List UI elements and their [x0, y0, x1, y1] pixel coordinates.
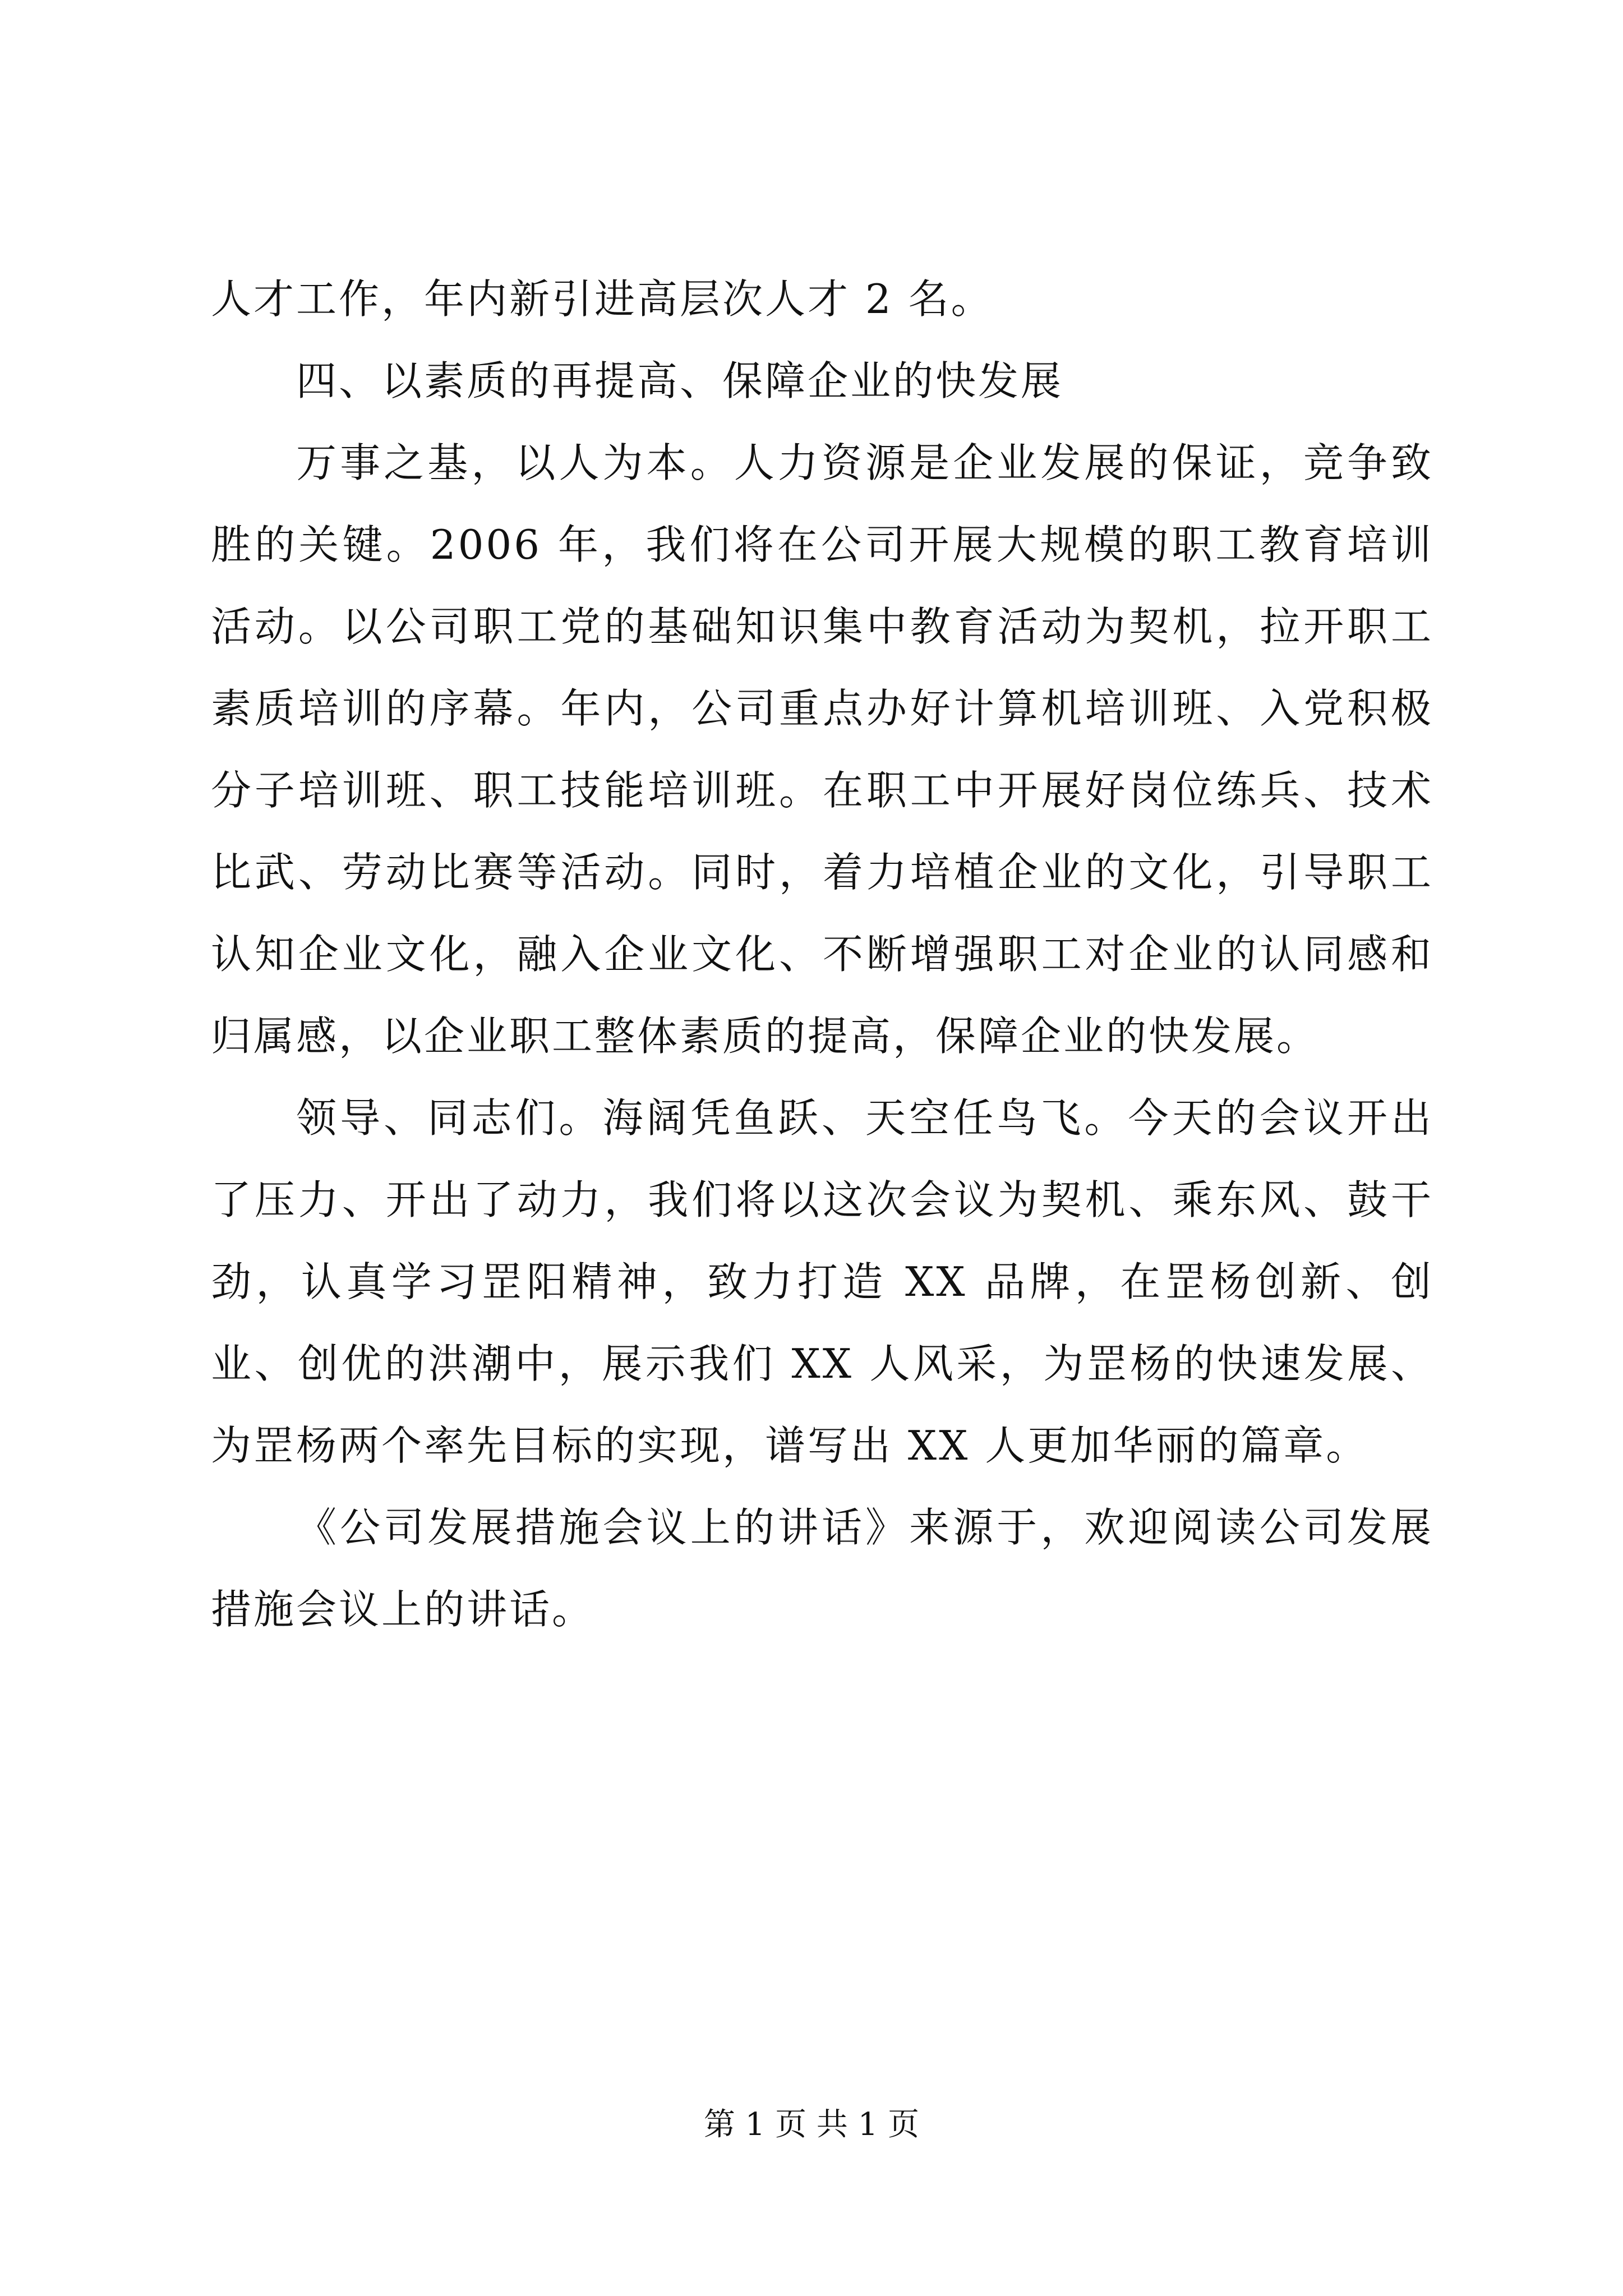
paragraph-closing: 领导、同志们。海阔凭鱼跃、天空任鸟飞。今天的会议开出了压力、开出了动力，我们将以这次会议为契机、乘东风、鼓干劲，认真学习罡阳精神，致力打造 XX 品牌，在罡杨创新、创业、创优的洪潮中，展示我们 XX 人风采，为罡杨的快速发展、为罡杨两个率先目标的实现，谱写出 XX 人更加华丽的篇章。	[211, 1094, 1433, 1469]
section-heading: 四、以素质的再提高、保障企业的快发展	[296, 357, 1064, 404]
paragraph-continuation: 人才工作，年内新引进高层次人才 2 名。	[211, 275, 994, 323]
paragraph-source-note: 《公司发展措施会议上的讲话》来源于，欢迎阅读公司发展措施会议上的讲话。	[211, 1504, 1433, 1633]
body-text	[211, 258, 1433, 1650]
paragraph-training: 万事之基，以人为本。人力资源是企业发展的保证，竞争致胜的关键。2006 年，我们将在公司开展大规模的职工教育培训活动。以公司职工党的基础知识集中教育活动为契机，拉开职工素质培训的序幕。年内，公司重点办好计算机培训班、入党积极分子培训班、职工技能培训班。在职工中开展好岗位练兵、技术比武、劳动比赛等活动。同时，着力培植企业的文化，引导职工认知企业文化，融入企业文化、不断增强职工对企业的认同感和归属感，以企业职工整体素质的提高，保障企业的快发展。	[211, 439, 1433, 1060]
page-footer: 第 1 页 共 1 页	[703, 2106, 920, 2143]
